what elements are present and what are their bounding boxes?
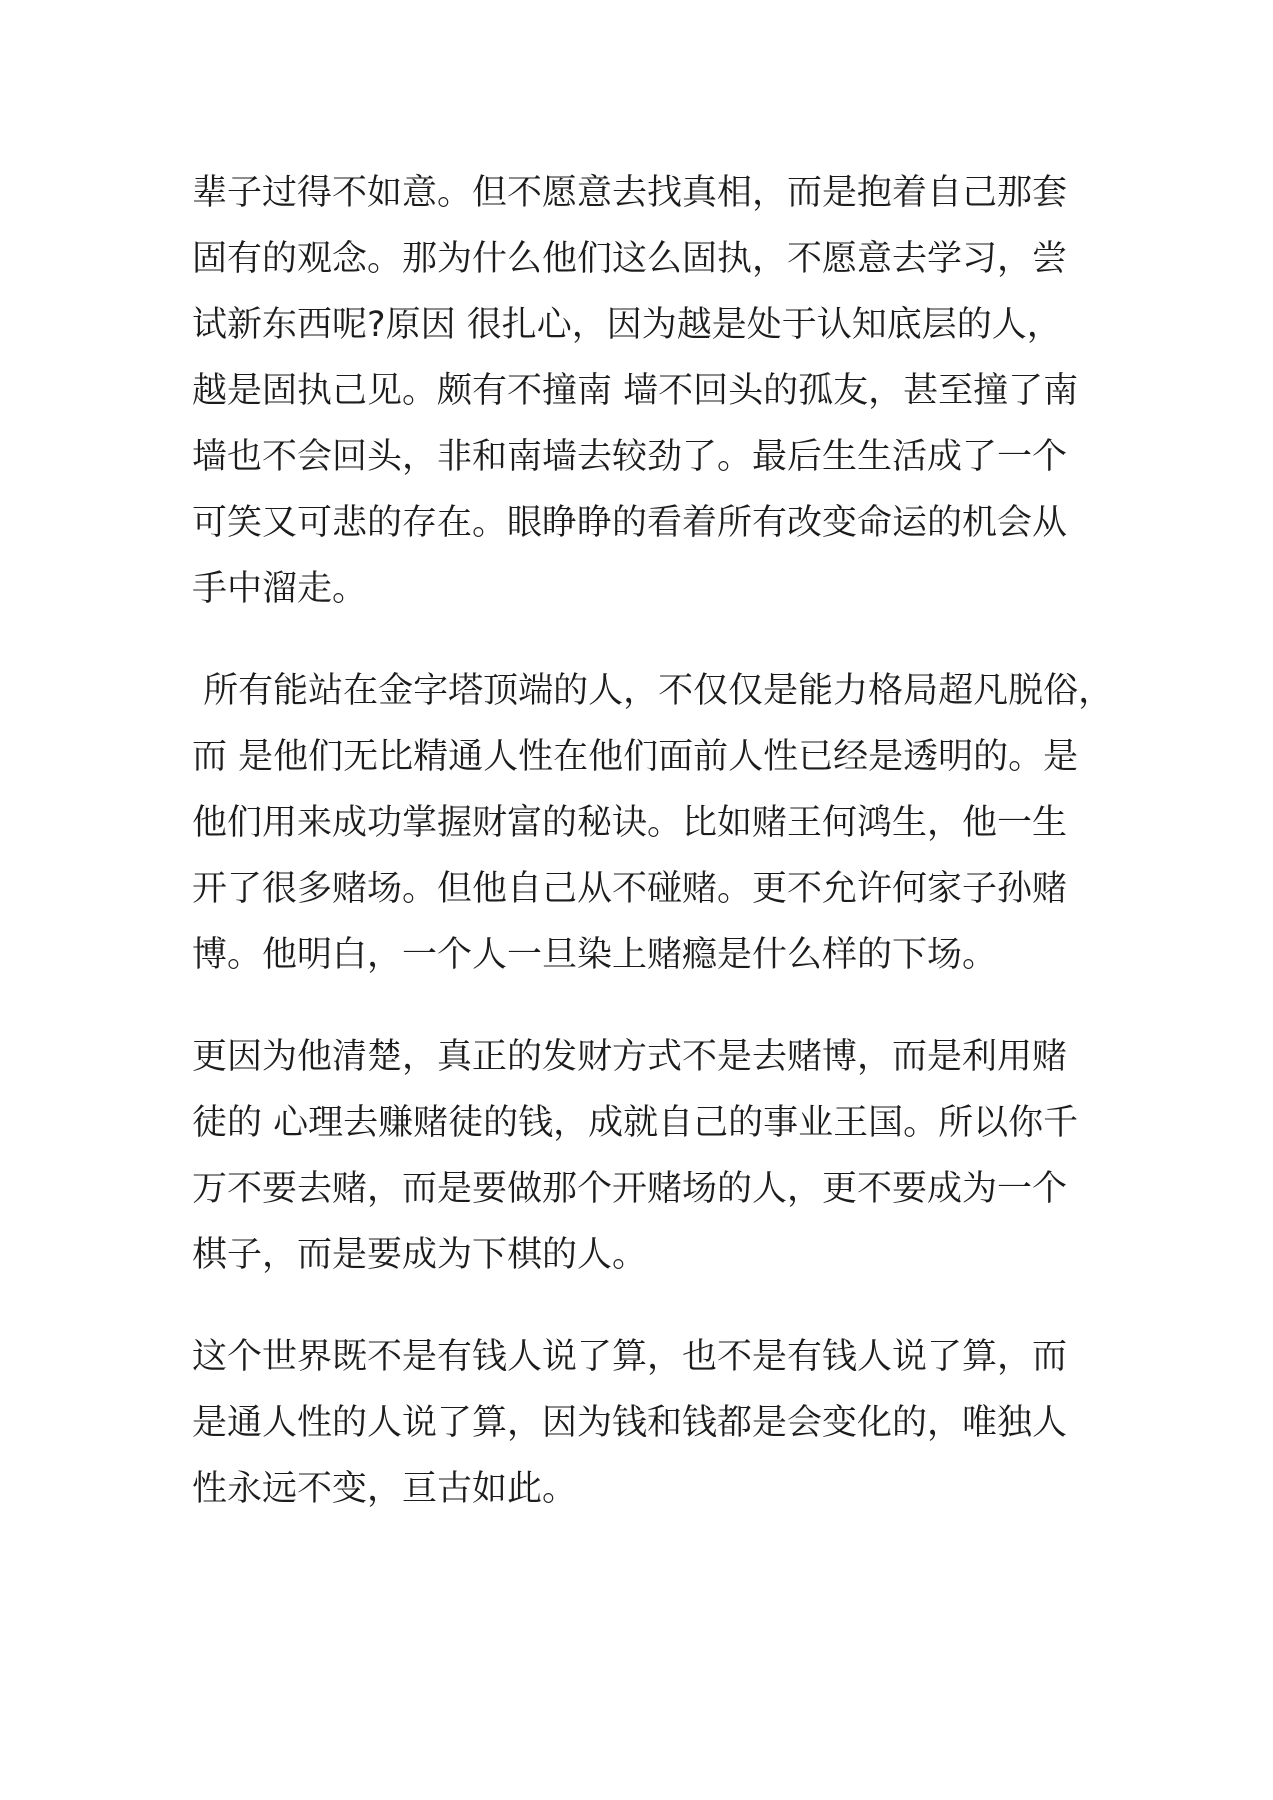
paragraph-4 xyxy=(192,1324,1092,1522)
text-line: 棋子，而是要成为下棋的人。 xyxy=(192,1235,648,1275)
paragraph-spacer xyxy=(192,622,1092,658)
paragraph-spacer xyxy=(192,988,1092,1024)
text-line: 更因为他清楚，真正的发财方式不是去赌博，而是利用赌 xyxy=(192,1037,1068,1077)
text-line: 可笑又可悲的存在。眼睁睁的看着所有改变命运的机会从 xyxy=(192,503,1068,543)
text-line: 开了很多赌场。但他自己从不碰赌。更不允许何家子孙赌 xyxy=(192,869,1068,909)
document-body xyxy=(192,160,1114,1522)
text-line: 而 是他们无比精通人性在他们面前人性已经是透明的。是 xyxy=(192,737,1079,777)
text-line: 所有能站在金字塔顶端的人，不仅仅是能力格局超凡脱俗， xyxy=(192,671,1114,711)
paragraph-2 xyxy=(192,658,1114,988)
text-line: 手中溜走。 xyxy=(192,569,368,609)
text-line: 墙也不会回头，非和南墙去较劲了。最后生生活成了一个 xyxy=(192,437,1068,477)
text-line: 这个世界既不是有钱人说了算，也不是有钱人说了算，而 xyxy=(192,1337,1068,1377)
text-line: 性永远不变，亘古如此。 xyxy=(192,1469,578,1509)
text-line: 他们用来成功掌握财富的秘诀。比如赌王何鸿生，他一生 xyxy=(192,803,1068,843)
paragraph-3 xyxy=(192,1024,1092,1288)
text-line: 徒的 心理去赚赌徒的钱，成就自己的事业王国。所以你千 xyxy=(192,1103,1079,1143)
text-line: 试新东西呢?原因 很扎心，因为越是处于认知底层的人， xyxy=(192,305,1062,345)
text-line: 是通人性的人说了算，因为钱和钱都是会变化的，唯独人 xyxy=(192,1403,1068,1443)
paragraph-spacer xyxy=(192,1288,1092,1324)
text-line: 辈子过得不如意。但不愿意去找真相，而是抱着自己那套 xyxy=(192,173,1068,213)
paragraph-1 xyxy=(192,160,1092,622)
text-line: 越是固执己见。颇有不撞南 墙不回头的孤友，甚至撞了南 xyxy=(192,371,1079,411)
text-line: 博。他明白，一个人一旦染上赌瘾是什么样的下场。 xyxy=(192,935,998,975)
text-line: 万不要去赌，而是要做那个开赌场的人，更不要成为一个 xyxy=(192,1169,1068,1209)
text-line: 固有的观念。那为什么他们这么固执，不愿意去学习，尝 xyxy=(192,239,1068,279)
